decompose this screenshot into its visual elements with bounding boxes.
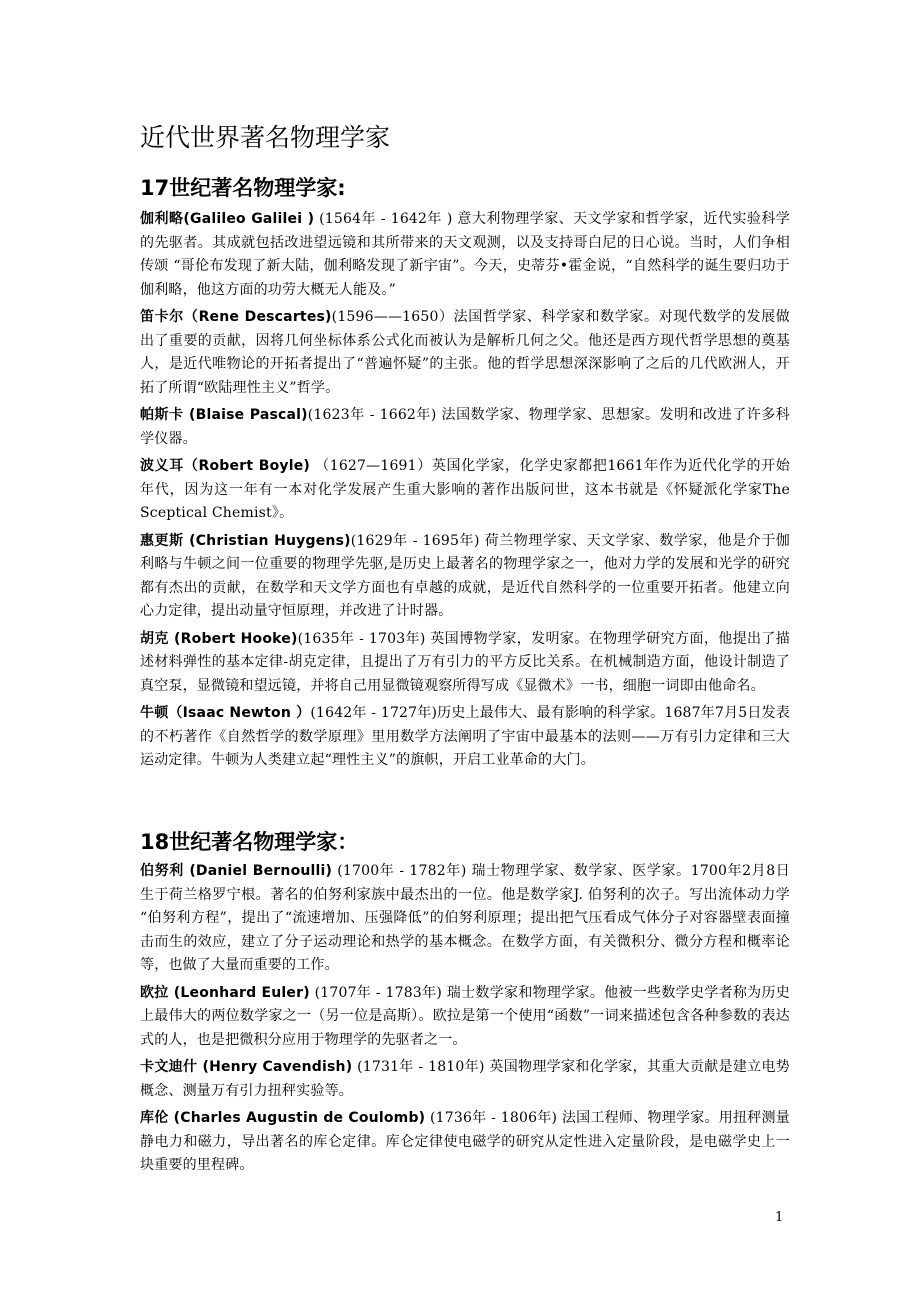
entry-text: (1629年 - 1695年) 荷兰物理学家、天文学家、数学家，他是介于伽利略与牛顿之间一位重要的物理学先驱,是历史上最著名的物理学家之一，他对力学的发展和光学的研究都有杰出的贡献，在数学和天文学方面也有卓越的成就，是近代自然科学的一位重要开拓者。他建立向心力定律，提出动量守恒原理，并改进了计时器。 (140, 532, 790, 619)
section-17th-century-entries (140, 208, 790, 777)
entry-name: 笛卡尔（Rene Descartes) (140, 309, 332, 325)
entry-text: (1596——1650）法国哲学家、科学家和数学家。对现代数学的发展做出了重要的贡献，因将几何坐标体系公式化而被认为是解析几何之父。他还是西方现代哲学思想的奠基人，是近代唯物论的开拓者提出了“普遍怀疑”的主张。他的哲学思想深深影响了之后的几代欧洲人，开拓了所谓“欧陆理性主义”哲学。 (140, 309, 791, 396)
entry-name: 卡文迪什 (Henry Cavendish) (140, 1059, 353, 1075)
entry-text: (1623年 - 1662年) 法国数学家、物理学家、思想家。发明和改进了许多科学仪器。 (140, 407, 790, 447)
entry-name: 伽利略(Galileo Galilei ) (140, 211, 315, 227)
entry-name: 波义耳（Robert Boyle) (140, 458, 311, 474)
entry-bernoulli (140, 860, 790, 978)
entry-text: (1635年 - 1703年) 英国博物学家，发明家。在物理学研究方面，他提出了描述材料弹性的基本定律-胡克定律，且提出了万有引力的平方反比关系。在机械制造方面，他设计制造了真空泵，显微镜和望远镜，并将自己用显微镜观察所得写成《显微术》一书，细胞一词即由他命名。 (140, 630, 790, 694)
entry-name: 胡克 (Robert Hooke) (140, 630, 298, 647)
entry-huygens (140, 530, 790, 624)
entry-name: 库伦 (Charles Augustin de Coulomb) (140, 1110, 426, 1126)
page-number: 1 (775, 1210, 784, 1225)
entry-name: 惠更斯 (Christian Huygens) (140, 532, 351, 549)
entry-cavendish (140, 1056, 790, 1103)
entry-newton (140, 702, 790, 773)
entry-text: (1731年 - 1810年) 英国物理学家和化学家，其重大贡献是建立电势概念、测量万有引力扭秤实验等。 (140, 1059, 790, 1099)
document-title: 近代世界著名物理学家 (140, 123, 391, 152)
section-heading-17th-century: 17世纪著名物理学家: (140, 176, 346, 200)
entry-boyle (140, 455, 790, 526)
entry-text: （1627—1691）英国化学家，化学史家都把1661年作为近代化学的开始年代，因为这一年有一本对化学发展产生重大影响的著作出版问世，这本书就是《怀疑派化学家The Sceptical Chemist》。 (140, 458, 790, 521)
entry-name: 帕斯卡 (Blaise Pascal) (140, 407, 308, 423)
entry-name: 牛顿（Isaac Newton ） (140, 705, 311, 721)
section-heading-18th-century: 18世纪著名物理学家： (140, 830, 359, 854)
entry-euler (140, 982, 790, 1053)
entry-hooke (140, 628, 790, 699)
entry-text: (1564年 - 1642年 ) 意大利物理学家、天文学家和哲学家，近代实验科学的先驱者。其成就包括改进望远镜和其所带来的天文观测，以及支持哥白尼的日心说。当时，人们争相传颂 “哥伦布发现了新大陆，伽利略发现了新宇宙”。今天，史蒂芬•霍金说，“自然科学的诞生要归功于伽利略，他这方面的功劳大概无人能及。” (140, 211, 790, 298)
entry-pascal (140, 404, 790, 451)
section-18th-century-entries (140, 860, 790, 1182)
entry-name: 伯努利 (Daniel Bernoulli) (140, 863, 333, 879)
entry-text: (1642年 - 1727年)历史上最伟大、最有影响的科学家。1687年7月5日发表的不朽著作《自然哲学的数学原理》里用数学方法阐明了宇宙中最基本的法则——万有引力定律和三大运动定律。牛顿为人类建立起“理性主义”的旗帜，开启工业革命的大门。 (140, 705, 790, 768)
entry-descartes (140, 306, 790, 400)
entry-text: (1707年 - 1783年) 瑞士数学家和物理学家。他被一些数学史学者称为历史上最伟大的两位数学家之一（另一位是高斯）。欧拉是第一个使用“函数”一词来描述包含各种参数的表达式的人，也是把微积分应用于物理学的先驱者之一。 (140, 984, 790, 1048)
entry-galileo (140, 208, 790, 302)
entry-name: 欧拉 (Leonhard Euler) (140, 984, 310, 1001)
entry-coulomb (140, 1107, 790, 1178)
entry-text: (1700年 - 1782年) 瑞士物理学家、数学家、医学家。1700年2月8日生于荷兰格罗宁根。著名的伯努利家族中最杰出的一位。他是数学家J. 伯努利的次子。写出流体动力学 “伯努利方程”，提出了“流速增加、压强降低”的伯努利原理；提出把气压看成气体分子对容器壁表面撞击而生的效应，建立了分子运动理论和热学的基本概念。在数学方面，有关微积分、微分方程和概率论等，也做了大量而重要的工作。 (140, 863, 791, 973)
entry-text: (1736年 - 1806年) 法国工程师、物理学家。用扭秤测量静电力和磁力，导出著名的库仑定律。库仑定律使电磁学的研究从定性进入定量阶段，是电磁学史上一块重要的里程碑。 (140, 1110, 790, 1173)
